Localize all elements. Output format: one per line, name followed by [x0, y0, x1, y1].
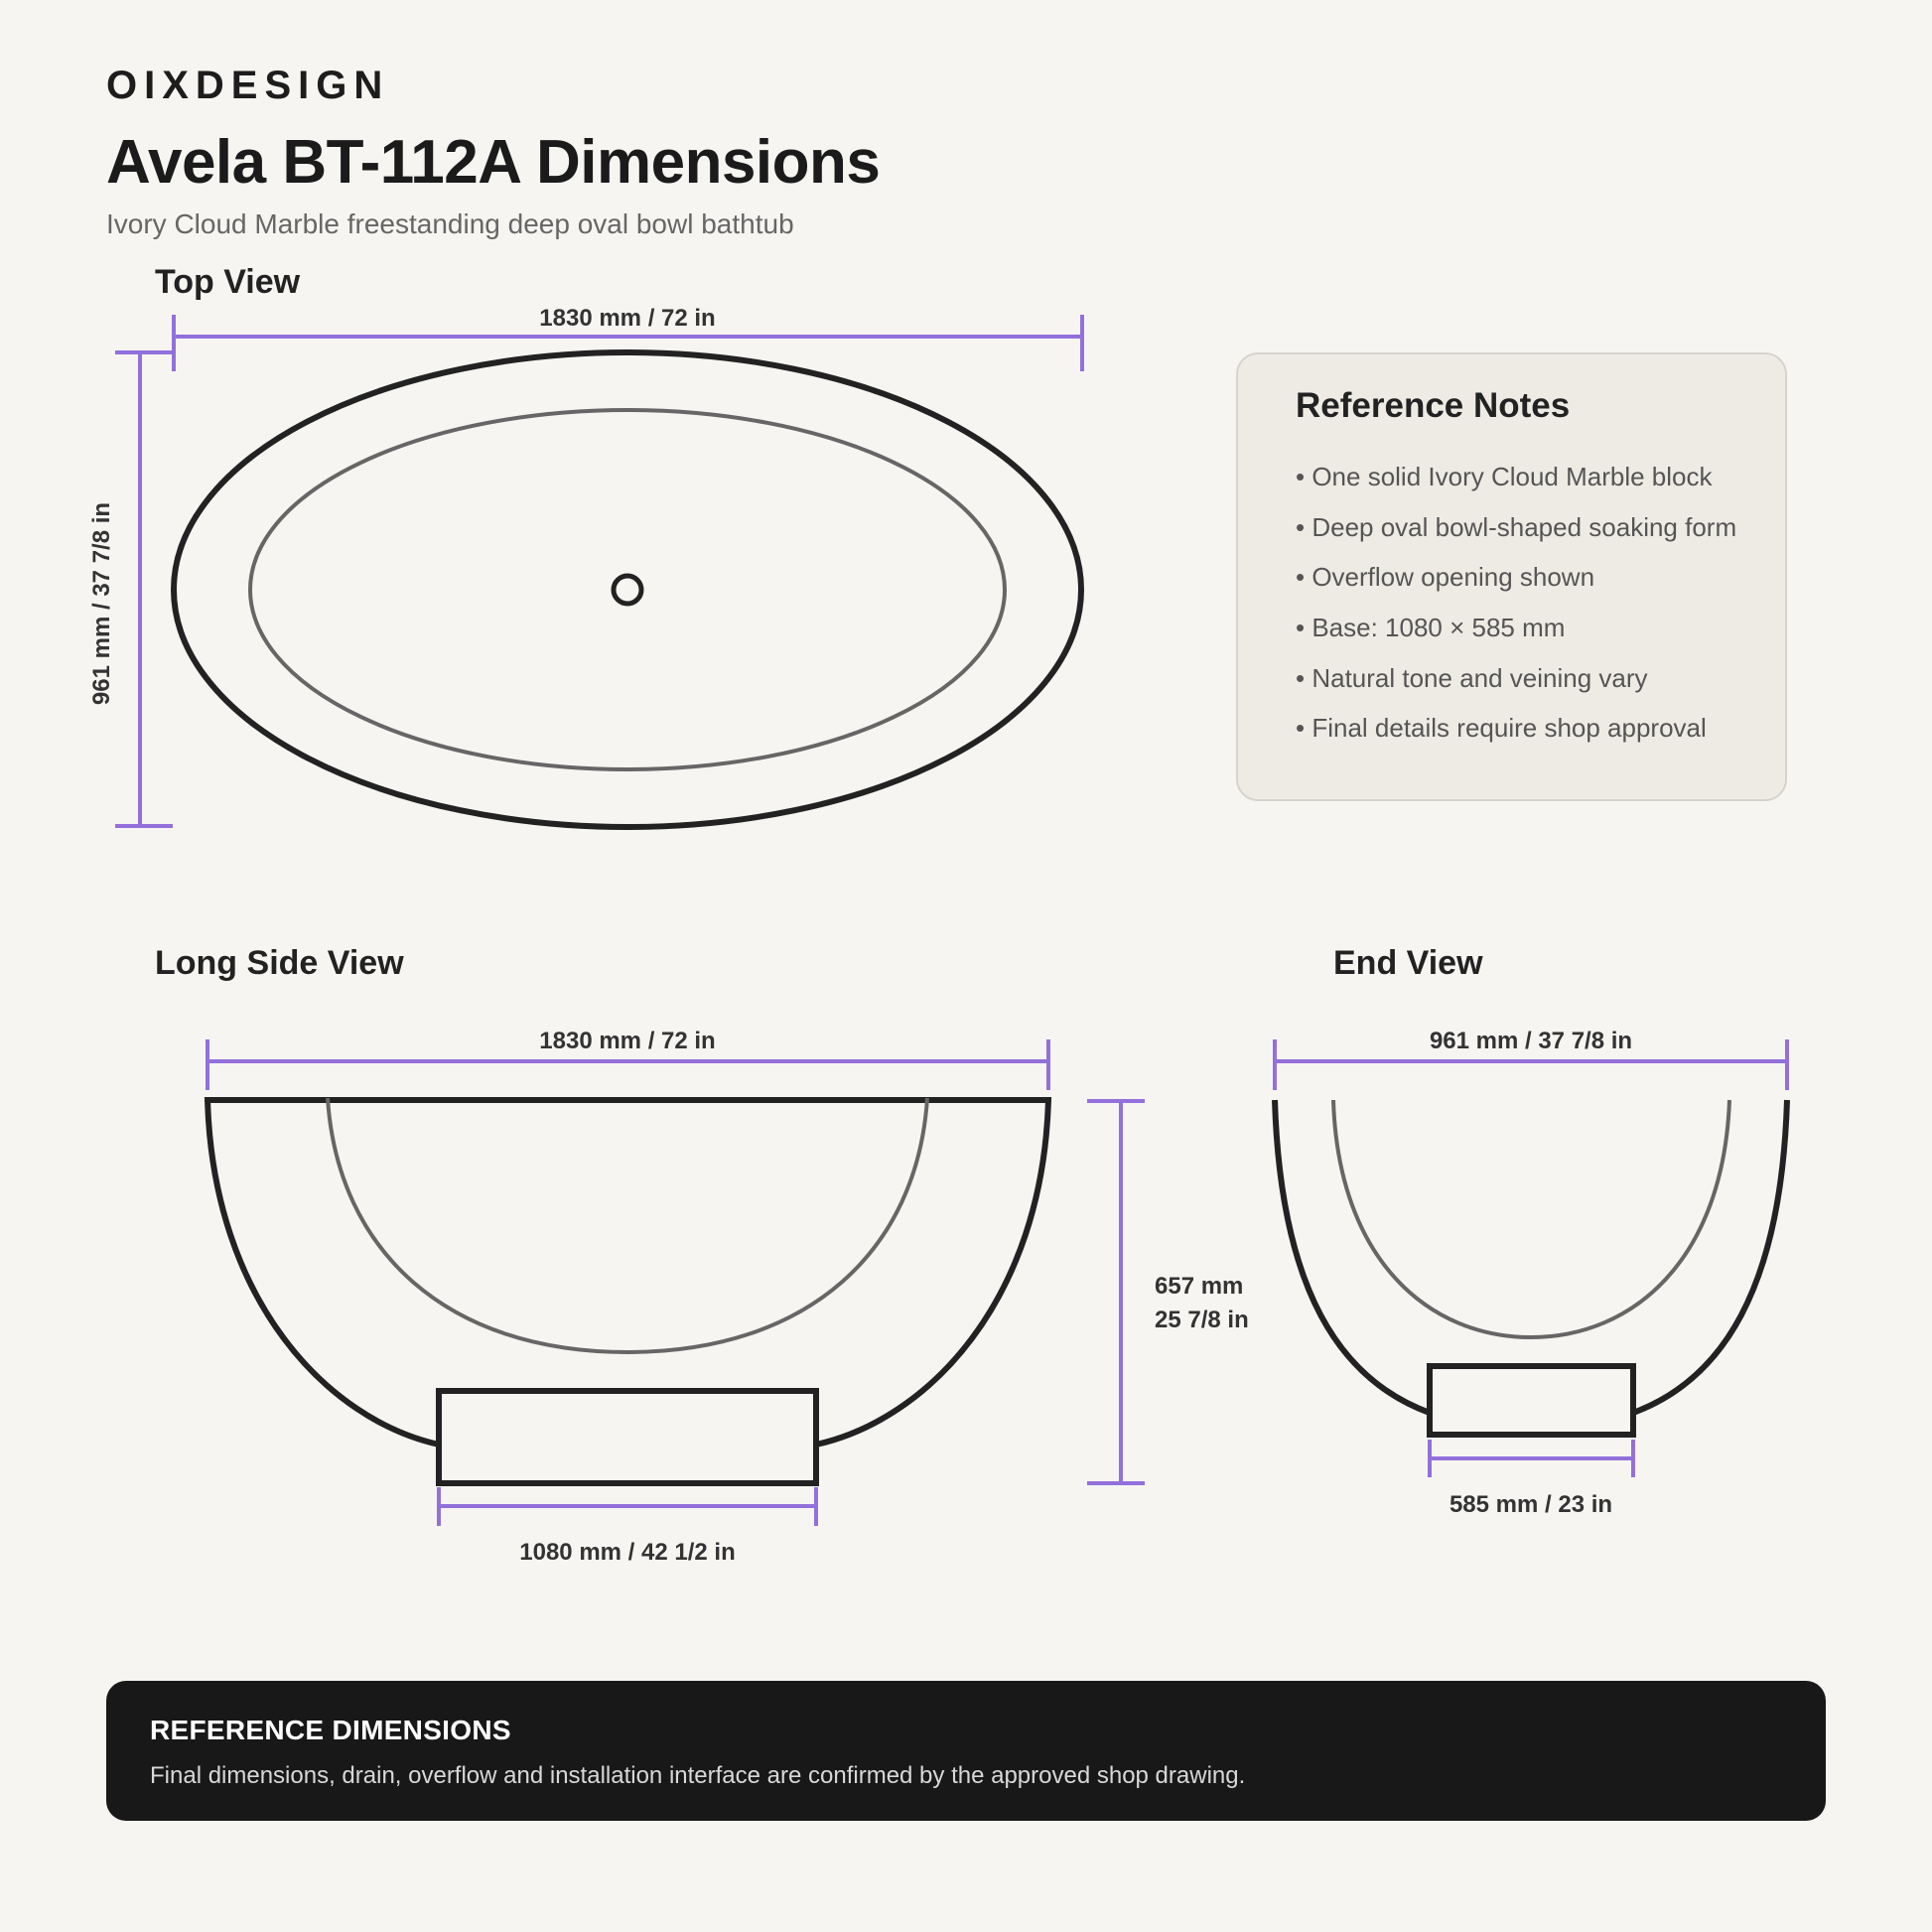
end-view-base [1430, 1366, 1633, 1435]
reference-notes-title: Reference Notes [1296, 386, 1571, 425]
list-item: • Overflow opening shown [1296, 562, 1595, 593]
long-side-height-dimension [1087, 1101, 1145, 1483]
end-view-title: End View [1333, 944, 1483, 982]
list-item: • One solid Ivory Cloud Marble block [1296, 462, 1713, 491]
long-side-base-dimension [439, 1487, 816, 1526]
page-title: Avela BT-112A Dimensions [106, 128, 881, 197]
page-subtitle: Ivory Cloud Marble freestanding deep oval bowl bathtub [106, 208, 794, 239]
top-view-drawing [174, 352, 1081, 827]
top-view-title: Top View [155, 263, 301, 301]
long-side-view-title: Long Side View [155, 944, 404, 982]
top-view-outer-rim [174, 352, 1081, 827]
list-item: • Natural tone and veining vary [1296, 662, 1648, 693]
end-view-base-dimension [1430, 1440, 1633, 1477]
end-view-outer-shell-right [1633, 1100, 1787, 1413]
long-side-base-label: 1080 mm / 42 1/2 in [519, 1539, 736, 1566]
drain-icon [614, 576, 641, 604]
list-item: • Deep oval bowl-shaped soaking form [1296, 511, 1737, 542]
reference-notes-list [1296, 452, 1736, 754]
top-view-inner-bowl [250, 410, 1005, 769]
end-view-drawing [1275, 1100, 1787, 1435]
long-side-inner-bowl [328, 1098, 927, 1352]
end-view-inner-bowl [1333, 1100, 1729, 1337]
long-side-height-label-in: 25 7/8 in [1155, 1307, 1249, 1333]
long-side-base [439, 1391, 816, 1483]
reference-dimensions-banner [106, 1681, 1826, 1821]
long-side-length-label: 1830 mm / 72 in [539, 1028, 716, 1054]
end-view-outer-shell [1275, 1100, 1430, 1413]
brand-logo-text: OIXDESIGN [106, 64, 390, 107]
long-side-height-label-mm: 657 mm [1155, 1273, 1244, 1300]
list-item: • Base: 1080 × 585 mm [1296, 613, 1566, 643]
banner-text: Final dimensions, drain, overflow and installation interface are confirmed by the approved shop drawing. [150, 1762, 1246, 1789]
top-view-width-dimension [115, 352, 173, 826]
end-view-base-label: 585 mm / 23 in [1449, 1491, 1613, 1518]
top-view-length-label: 1830 mm / 72 in [539, 305, 716, 332]
long-side-view-drawing [207, 1098, 1048, 1483]
banner-title: REFERENCE DIMENSIONS [150, 1715, 511, 1745]
top-view-width-label: 961 mm / 37 7/8 in [88, 501, 115, 706]
reference-notes-panel [1236, 352, 1787, 801]
end-view-width-label: 961 mm / 37 7/8 in [1429, 1028, 1633, 1054]
list-item: • Final details require shop approval [1296, 713, 1707, 744]
